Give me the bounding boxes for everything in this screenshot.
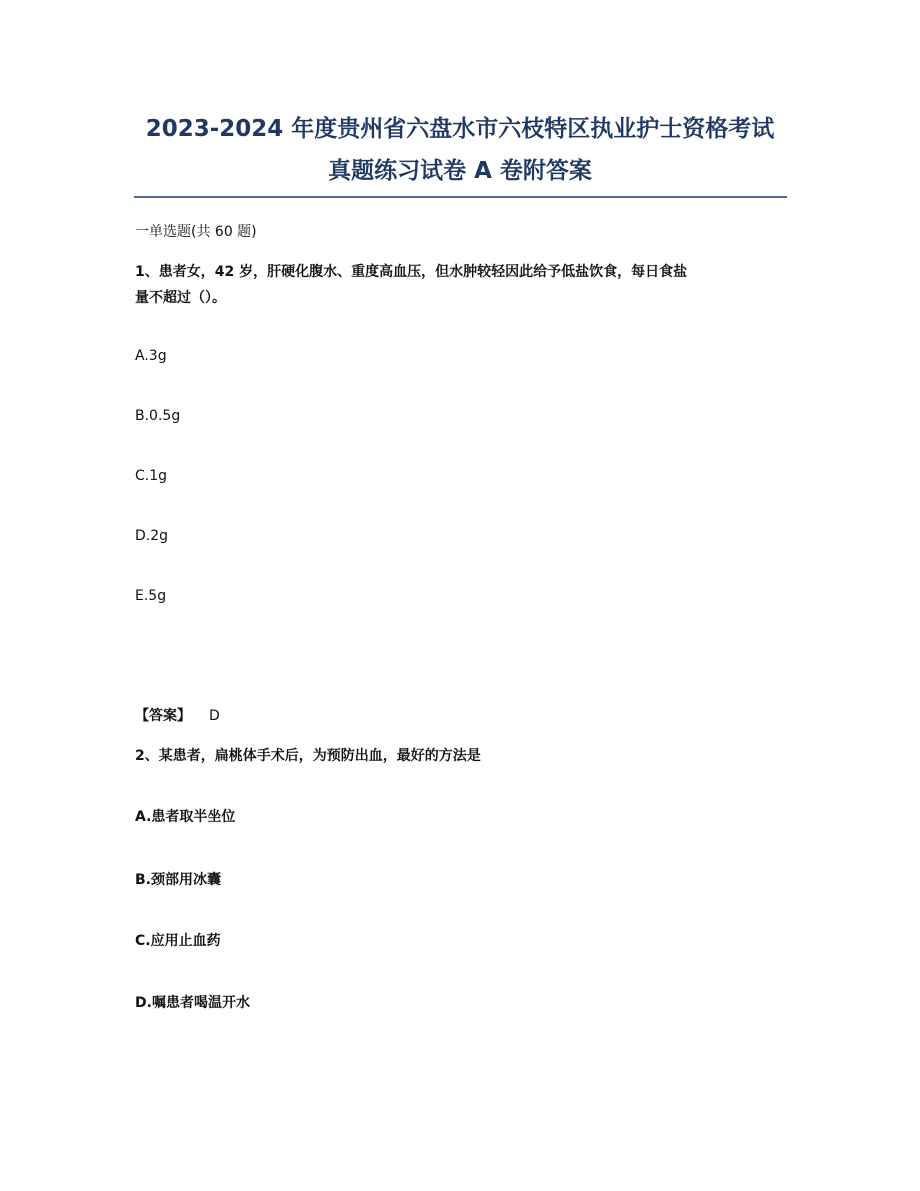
- title-divider: [134, 196, 787, 198]
- question-1-option-e: E.5g: [135, 588, 167, 604]
- question-1-option-c: C.1g: [135, 468, 168, 484]
- question-1-option-a: A.3g: [135, 348, 167, 364]
- question-1-option-b: B.0.5g: [135, 408, 181, 424]
- question-2-text: 2、某患者，扁桃体手术后，为预防出血，最好的方法是: [135, 748, 481, 764]
- question-2-option-a: A.患者取半坐位: [135, 809, 236, 825]
- question-1-text-line1: 1、患者女，42 岁，肝硬化腹水、重度高血压，但水肿较轻因此给予低盐饮食，每日食盐: [135, 264, 688, 280]
- page-title-line2: 真题练习试卷 A 卷附答案: [328, 158, 592, 184]
- answer-label: 【答案】: [135, 708, 191, 724]
- question-2-option-c: C.应用止血药: [135, 933, 221, 949]
- question-1-answer: [135, 706, 220, 726]
- question-2-option-b: B.颈部用冰囊: [135, 872, 221, 888]
- section-heading: 一单选题(共 60 题): [135, 224, 257, 240]
- question-2-option-d: D.嘱患者喝温开水: [135, 995, 250, 1011]
- question-1-option-d: D.2g: [135, 528, 169, 544]
- question-1-text-line2: 量不超过（）。: [135, 290, 226, 306]
- answer-value: D: [209, 708, 220, 724]
- page-title-line1: 2023-2024 年度贵州省六盘水市六枝特区执业护士资格考试: [145, 116, 775, 142]
